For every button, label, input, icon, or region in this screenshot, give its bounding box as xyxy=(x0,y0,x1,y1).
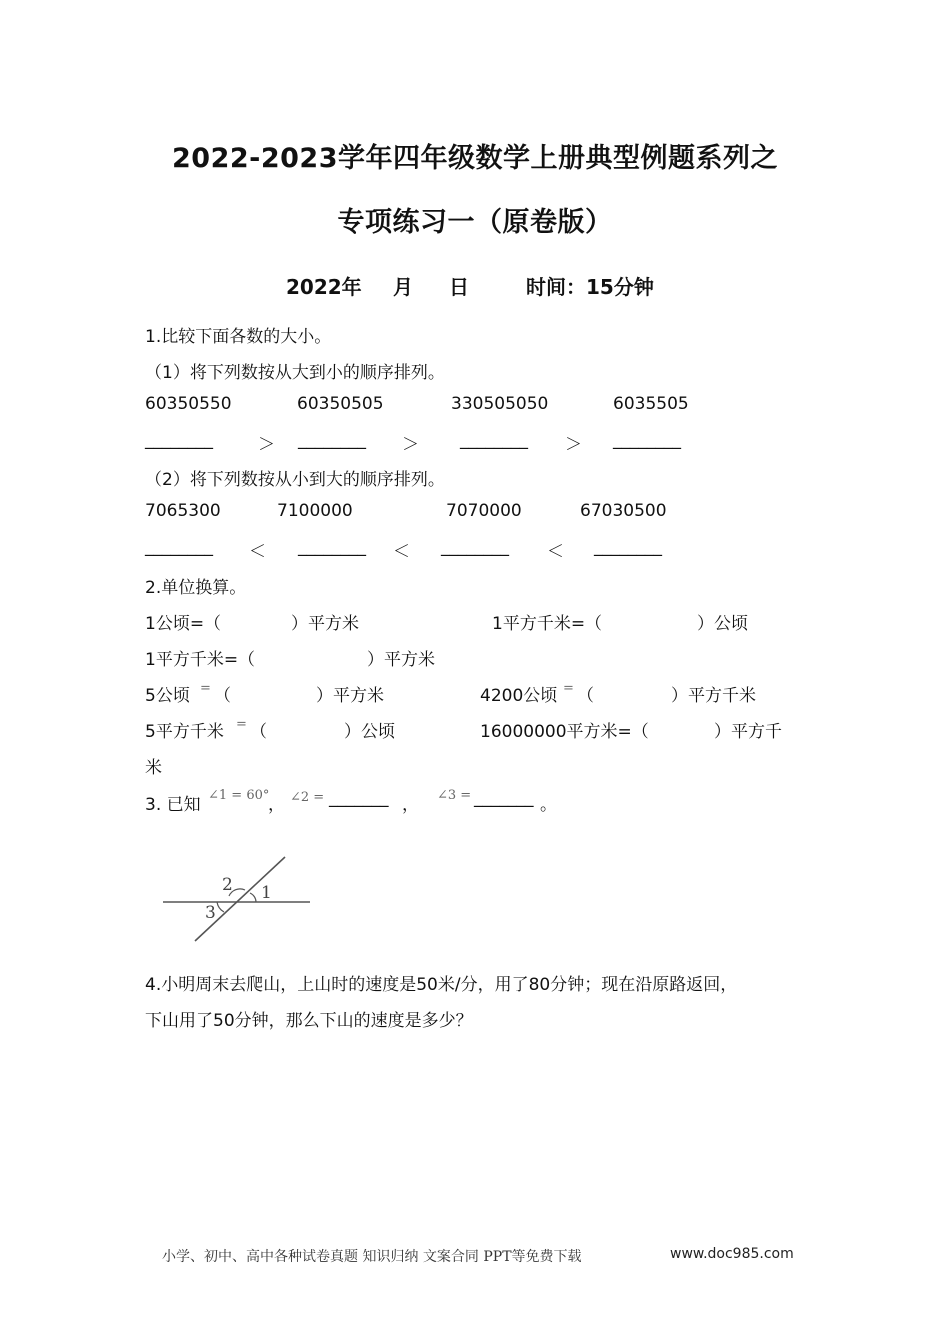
time-limit: 时间：15分钟 xyxy=(526,275,654,299)
q2-r2-prefix: 1平方千米=（ xyxy=(145,650,256,670)
q3-prefix: 3. 已知 xyxy=(145,795,201,815)
q2-r3a-suffix: ）平方米 xyxy=(316,686,384,706)
q1-part2-less-2: ＜ xyxy=(393,542,410,562)
q1-part1-instruction: （1）将下列数按从大到小的顺序排列。 xyxy=(145,363,445,383)
q2-r1a-prefix: 1公顷=（ xyxy=(145,614,222,634)
q3-comma-1: ， xyxy=(268,795,285,815)
q2-r4a-open: （ xyxy=(250,722,267,742)
q1-part2-instruction: （2）将下列数按从小到大的顺序排列。 xyxy=(145,470,445,490)
q2-r4b-wrap: 米 xyxy=(145,758,162,778)
q1-part1-number-4: 6035505 xyxy=(613,394,689,414)
q2-r4b-suffix: ）平方千 xyxy=(714,722,782,742)
q1-part2-number-1: 7065300 xyxy=(145,501,221,521)
q2-r4a-equals: = xyxy=(236,717,247,732)
q3-angle2-blank[interactable]: _______ xyxy=(329,788,389,808)
angle1-arc xyxy=(250,893,256,902)
q1-part1-number-2: 60350505 xyxy=(297,394,384,414)
figure-label-2: 2 xyxy=(222,875,233,895)
date-year: 2022年 xyxy=(286,275,362,299)
q1-part2-less-3: ＜ xyxy=(547,542,564,562)
q1-part2-blank-4[interactable]: ________ xyxy=(594,537,662,557)
q1-part1-greater-1: ＞ xyxy=(258,435,275,455)
q1-part1-blank-3[interactable]: ________ xyxy=(460,430,528,450)
q2-r4a-prefix: 5平方千米 xyxy=(145,722,224,742)
q1-part1-greater-2: ＞ xyxy=(402,435,419,455)
q1-part1-number-3: 330505050 xyxy=(451,394,549,414)
footer-url[interactable]: www.doc985.com xyxy=(670,1246,794,1262)
q3-angle2-label: ∠2 = xyxy=(290,790,325,805)
q4-line1: 4.小明周末去爬山，上山时的速度是50米/分，用了80分钟；现在沿原路返回， xyxy=(145,975,738,995)
angle-figure xyxy=(155,850,320,950)
date-month: 月 xyxy=(393,275,413,299)
q2-r1b-prefix: 1平方千米=（ xyxy=(492,614,603,634)
q2-r3a-equals: = xyxy=(200,681,211,696)
angle3-arc xyxy=(217,902,224,912)
q3-angle3-blank[interactable]: _______ xyxy=(474,788,534,808)
q1-title: 1.比较下面各数的大小。 xyxy=(145,327,332,347)
footer-text: 小学、初中、高中各种试卷真题 知识归纳 文案合同 PPT等免费下载 xyxy=(162,1249,582,1265)
q2-r1b-suffix: ）公顷 xyxy=(697,614,748,634)
q4-line2: 下山用了50分钟，那么下山的速度是多少？ xyxy=(145,1011,473,1031)
q1-part2-less-1: ＜ xyxy=(249,542,266,562)
date-day: 日 xyxy=(449,275,469,299)
q2-title: 2.单位换算。 xyxy=(145,578,247,598)
q2-r2-suffix: ）平方米 xyxy=(367,650,435,670)
q2-r1a-suffix: ）平方米 xyxy=(291,614,359,634)
q2-r4b-prefix: 16000000平方米=（ xyxy=(480,722,649,742)
q2-r3a-open: （ xyxy=(214,686,231,706)
q2-r4a-suffix: ）公顷 xyxy=(344,722,395,742)
q1-part2-blank-1[interactable]: ________ xyxy=(145,537,213,557)
q2-r3b-prefix: 4200公顷 xyxy=(480,686,558,706)
q1-part2-number-4: 67030500 xyxy=(580,501,667,521)
q2-r3b-equals: = xyxy=(563,681,574,696)
q1-part2-blank-3[interactable]: ________ xyxy=(441,537,509,557)
q2-r3a-prefix: 5公顷 xyxy=(145,686,190,706)
q3-end: 。 xyxy=(540,795,557,815)
q1-part1-blank-4[interactable]: ________ xyxy=(613,430,681,450)
page-title-line1: 2022-2023学年四年级数学上册典型例题系列之 xyxy=(172,143,778,174)
q1-part1-blank-1[interactable]: ________ xyxy=(145,430,213,450)
q1-part2-blank-2[interactable]: ________ xyxy=(298,537,366,557)
q2-r3b-suffix: ）平方千米 xyxy=(671,686,756,706)
q2-r3b-open: （ xyxy=(577,686,594,706)
q1-part1-greater-3: ＞ xyxy=(565,435,582,455)
page-title-line2: 专项练习一（原卷版） xyxy=(337,207,613,238)
q3-comma-2: ， xyxy=(402,795,419,815)
q1-part2-number-2: 7100000 xyxy=(277,501,353,521)
figure-label-3: 3 xyxy=(205,903,216,923)
figure-label-1: 1 xyxy=(261,883,272,903)
q3-angle3-label: ∠3 = xyxy=(437,788,472,803)
q1-part1-number-1: 60350550 xyxy=(145,394,232,414)
q1-part1-blank-2[interactable]: ________ xyxy=(298,430,366,450)
q1-part2-number-3: 7070000 xyxy=(446,501,522,521)
q3-given-angle: ∠1 = 60° xyxy=(208,788,270,803)
